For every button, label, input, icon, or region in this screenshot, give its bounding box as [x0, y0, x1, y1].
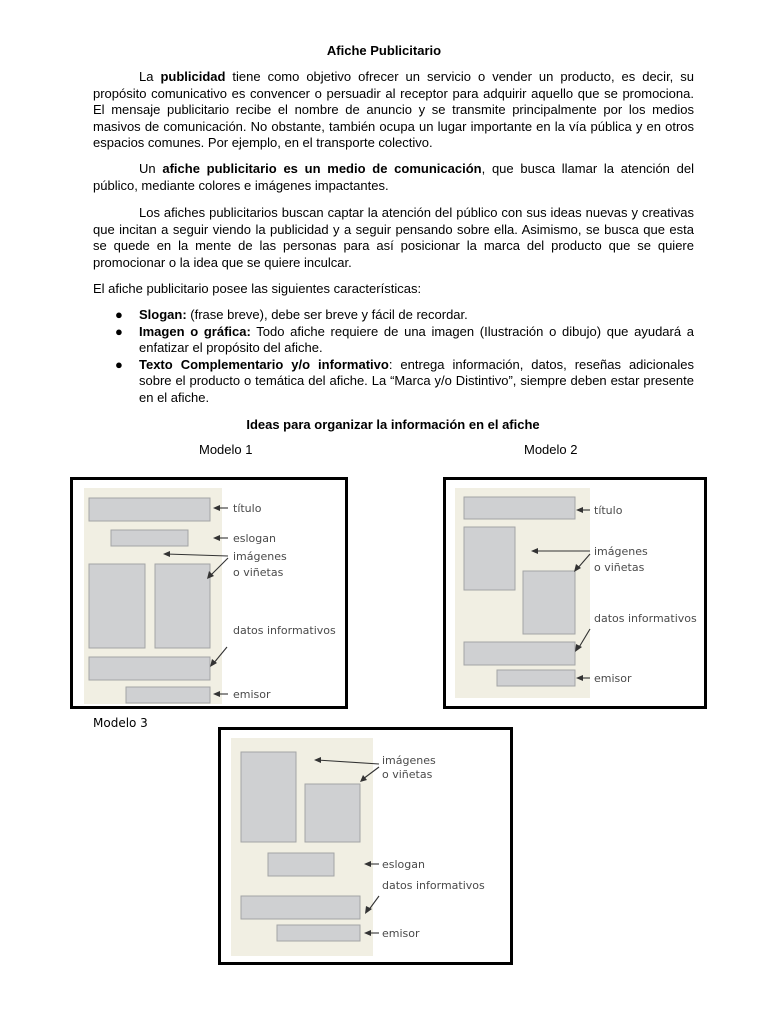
emitter-block	[497, 670, 575, 686]
label-emisor: emisor	[594, 672, 632, 685]
image-block	[155, 564, 210, 648]
image-block	[523, 571, 575, 634]
label-datos: datos informativos	[233, 624, 336, 637]
title-block	[464, 497, 575, 519]
label-titulo: título	[594, 504, 623, 517]
label-eslogan: eslogan	[382, 858, 425, 871]
model3-label: Modelo 3	[93, 716, 148, 730]
page-title: Afiche Publicitario	[326, 43, 442, 58]
slogan-block	[111, 530, 188, 546]
bullet-icon: ●	[115, 356, 123, 372]
label-imagenes: imágenes	[594, 545, 648, 558]
label-emisor: emisor	[233, 688, 271, 701]
data-block	[464, 642, 575, 665]
bullet-icon: ●	[115, 323, 123, 339]
label-datos: datos informativos	[382, 879, 485, 892]
image-block	[89, 564, 145, 648]
emitter-block	[277, 925, 360, 941]
label-datos: datos informativos	[594, 612, 697, 625]
image-block	[305, 784, 360, 842]
model1-label: Modelo 1	[199, 442, 253, 457]
paragraph-caracteristicas: El afiche publicitario posee las siguientes características:	[93, 281, 422, 296]
label-imagenes: imágenes	[233, 550, 287, 563]
title-block	[89, 498, 210, 521]
image-block	[241, 752, 296, 842]
label-eslogan: eslogan	[233, 532, 276, 545]
data-block	[241, 896, 360, 919]
model3-diagram	[218, 727, 513, 965]
model2-diagram	[443, 477, 707, 709]
list-item: ● Slogan: (frase breve), debe ser breve y fácil de recordar.	[115, 307, 468, 322]
model1-diagram	[70, 477, 348, 709]
label-vinetas: o viñetas	[233, 566, 284, 579]
list-item: ● Texto Complementario y/o informativo: entrega información, datos, reseñas adicionales sobre el producto o temática del afiche. La “Marca y/o Distintivo”, siempre deben estar presente en el afiche.	[115, 356, 694, 405]
label-emisor: emisor	[382, 927, 420, 940]
data-block	[89, 657, 210, 680]
label-vinetas: o viñetas	[594, 561, 645, 574]
label-titulo: título	[233, 502, 262, 515]
paragraph-publicidad: La publicidad tiene como objetivo ofrecer un servicio o vender un producto, es decir, su propósito comunicativo es convencer o persuadir al receptor para adquirir aquello que se promociona. El mensaje publicitario recibe el nombre de anuncio y se transmite principalmente por los medios masivos de comunicación. No obstante, también ocupa un lugar importante en la vía pública y en otros espacios comunes. Por ejemplo, en el transporte colectivo.	[93, 69, 694, 151]
label-vinetas: o viñetas	[382, 768, 433, 781]
label-imagenes: imágenes	[382, 754, 436, 767]
characteristics-list	[93, 307, 694, 407]
emitter-block	[126, 687, 210, 703]
bullet-icon: ●	[115, 307, 123, 322]
paragraph-captar: Los afiches publicitarios buscan captar la atención del público con sus ideas nuevas y creativas que incitan a seguir viendo la publicidad y a seguir pensando sobre ella. Asimismo, se busca que esta se quede en la mente de las personas para así posicionar la marca del producto que se quiere promocionar o la idea que se quiere inculcar.	[93, 205, 694, 270]
section-subtitle: Ideas para organizar la información en el afiche	[246, 417, 540, 432]
paragraph-afiche: Un afiche publicitario es un medio de comunicación, que busca llamar la atención del público, mediante colores e imágenes impactantes.	[93, 161, 694, 193]
image-block	[464, 527, 515, 590]
slogan-block	[268, 853, 334, 876]
list-item: ● Imagen o gráfica: Todo afiche requiere de una imagen (Ilustración o dibujo) que ayudará a enfatizar el propósito del afiche.	[115, 323, 695, 356]
model2-label: Modelo 2	[524, 442, 578, 457]
